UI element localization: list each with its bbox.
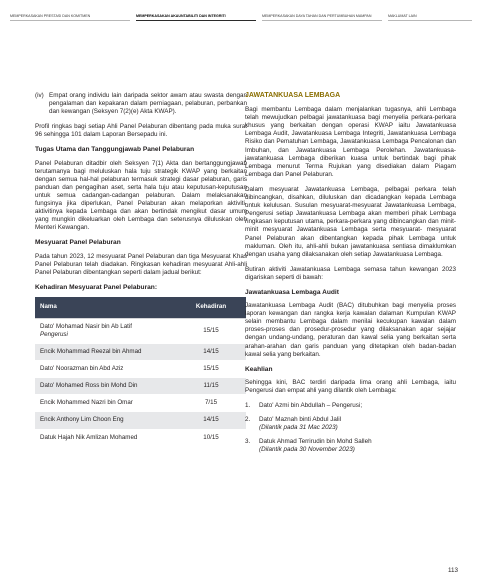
list-item-label: (iv) [35, 92, 44, 99]
table-row [35, 429, 246, 446]
committee-section-heading: JAWATANKUASA LEMBAGA [245, 92, 341, 99]
member-text: Dato' Maznah binti Abdul Jalil [259, 416, 342, 424]
column-header-attendance: Kehadiran [176, 297, 246, 319]
list-item-text: Empat orang individu lain daripada sektor awam atau swasta dengan pengalaman dan kepakaran dalam perniagaan, pelaburan, perbankan dan kewangan (Seksyen 7(2)(e) Akta KWAP). [49, 92, 247, 116]
page-number: 113 [447, 567, 458, 574]
membership-paragraph: Sehingga kini, BAC terdiri daripada lima orang ahli Lembaga, iaitu Pengerusi dan empat ahli yang dilantik oleh Lembaga: [245, 378, 456, 394]
member-name-cell: Encik Mohammed Nazri bin Omar [35, 395, 176, 412]
committee-paragraph-2: Dalam mesyuarat Jawatankuasa Lembaga, pelbagai perkara telah dibincangkan, disahkan, diluluskan dan dicadangkan kepada Lembaga untuk kelulusan. Susulan mesyuarat-mesyuarat Jawatankuasa Lembaga, Pengerusi setiap Jawatankuasa Lembaga akan memberi pihak Lembaga ringkasan keputusan utama, perkara-perkara yang dibincangkan dan minit-minit mesyuarat Jawatankuasa Lembaga serta mesyuarat- mesyuarat Panel Pelaburan akan dibentangkan kepada pihak Lembaga untuk makluman. Oleh itu, ahli-ahli bukan jawatankuasa sentiasa dimaklumkan dengan usaha yang dilaksanakan oleh setiap Jawatankuasa Lembaga. [245, 185, 456, 258]
table-row [35, 318, 246, 343]
audit-heading: Jawatankuasa Lembaga Audit [245, 288, 339, 296]
table-row [35, 361, 246, 378]
audit-paragraph: Jawatankuasa Lembaga Audit (BAC) ditubuhkan bagi menyelia proses laporan kewangan dan rangka kerja kawalan dalaman Kumpulan KWAP selain membantu Lembaga dalam menilai kecukupan kawalan dalam proses-proses dan prosedur-prosedur yang dilaksanakan agar sejajar dengan undang-undang, peraturan dan kawal selia yang berkaitan serta arahan-arahan dan garis panduan yang ditetapkan oleh badan-badan kawal selia yang berkaitan. [245, 302, 456, 358]
attendance-table [35, 297, 246, 447]
member-name-cell [35, 318, 176, 343]
profile-paragraph: Profil ringkas bagi setiap Ahli Panel Pelaburan dibentang pada muka surat 96 sehingga 101 dalam Laporan Bersepadu ini. [35, 123, 247, 139]
appointment-note: (Dilantik pada 30 November 2023) [259, 446, 355, 454]
list-item-number: 1. [245, 402, 251, 409]
column-header-name: Nama [35, 297, 176, 319]
list-item-number: 2. [245, 416, 251, 424]
left-column [35, 92, 247, 447]
table-header-row [35, 297, 246, 319]
list-item-text [259, 416, 341, 432]
attendance-cell: 14/15 [176, 344, 246, 361]
member-name-cell: Datuk Hajah Nik Amlizan Mohamed [35, 429, 176, 446]
committee-paragraph-3: Butiran aktiviti Jawatankuasa Lembaga semasa tahun kewangan 2023 digariskan seperti di bawah: [245, 265, 456, 281]
meetings-heading: Mesyuarat Panel Pelaburan [35, 239, 121, 247]
list-item [245, 416, 456, 432]
appointment-note: (Dilantik pada 31 Mac 2023) [259, 424, 338, 432]
table-row [35, 344, 246, 361]
member-text: Dato' Azmi bin Abdullah – Pengerusi; [259, 402, 363, 409]
attendance-cell: 15/15 [176, 318, 246, 343]
committee-paragraph-1: Bagi membantu Lembaga dalam menjalankan tugasnya, ahli Lembaga telah mewujudkan pelbagai jawatankuasa bagi menyelia perkara-perkara khusus yang berkaitan dengan operasi KWAP iaitu Jawatankuasa Lembaga Audit, Jawatankuasa Lembaga Integriti, Jawatankuasa Lembaga Risiko dan Pematuhan Lembaga, Jawatankuasa Lembaga Pencalonan dan Imbuhan, dan Jawatankuasa Lembaga Perolehan. Jawatankuasa-jawatankuasa Lembaga diberikan kuasa untuk bertindak bagi pihak Lembaga menurut Terma Rujukan yang disediakan dalam Piagam Lembaga dan Panel Pelaburan. [245, 106, 456, 178]
attendance-cell: 11/15 [176, 378, 246, 395]
member-name-cell: Dato' Noorazman bin Abd Aziz [35, 361, 176, 378]
member-role: Pengerusi [40, 330, 68, 338]
duties-heading: Tugas Utama dan Tanggungjawab Panel Pelaburan [35, 146, 195, 154]
attendance-cell: 10/15 [176, 429, 246, 446]
list-item-text [259, 402, 362, 410]
table-row [35, 378, 246, 395]
member-name-cell: Encik Anthony Lim Choon Eng [35, 412, 176, 429]
member-name-cell: Encik Mohammad Reezal bin Ahmad [35, 344, 176, 361]
attendance-cell: 15/15 [176, 361, 246, 378]
attendance-cell: 14/15 [176, 412, 246, 429]
meetings-paragraph: Pada tahun 2023, 12 mesyuarat Panel Pelaburan dan tiga Mesyuarat Khas Panel Pelaburan telah diadakan. Ringkasan kehadiran mesyuarat Ahli-ahli Panel Pelaburan dibentangkan seperti dalam jadual berikut: [35, 252, 247, 276]
attendance-heading: Kehadiran Mesyuarat Panel Pelaburan: [35, 283, 158, 291]
list-item [245, 402, 456, 410]
top-navigation [10, 14, 472, 21]
member-text: Datuk Ahmad Terrirudin bin Mohd Salleh [259, 438, 372, 446]
table-row [35, 412, 246, 429]
membership-heading: Keahlian [245, 365, 273, 373]
list-item-text [259, 438, 372, 454]
table-row [35, 395, 246, 412]
member-name: Dato' Mohamad Nasir bin Ab Latif [40, 322, 132, 330]
nav-tab-resilience[interactable]: MEMPERKASAKAN DAYA TAHAN DAN PERTUMBUHAN MAMPAN [262, 14, 382, 21]
member-name-cell: Dato' Mohamed Ross bin Mohd Din [35, 378, 176, 395]
list-item-iv [35, 92, 247, 116]
nav-tab-other-info[interactable]: MAKLUMAT LAIN [388, 14, 472, 21]
right-column [245, 92, 456, 460]
list-item-number: 3. [245, 438, 251, 446]
attendance-cell: 7/15 [176, 395, 246, 412]
nav-tab-performance[interactable]: MEMPERKASAKAN PRESTASI DAN KOMITMEN [10, 14, 130, 21]
list-item [245, 438, 456, 454]
nav-tab-accountability[interactable]: MEMPERKASAKAN AKAUNTABILITI DAN INTEGRITI [136, 14, 256, 21]
duties-paragraph: Panel Pelaburan ditadbir oleh Seksyen 7(1) Akta dan bertanggungjawab terutamanya bagi meluluskan hala tuju strategik KWAP yang berkaitan dengan semua hal-hal pelaburan termasuk strategi dasar pelaburan, garis panduan dan pengagihan aset, serta hala tuju atau keputusan-keputusan untuk semua cadangan-cadangan pelaburan. Dalam melaksanakan fungsinya jika diperlukan, Panel Pelaburan akan melaporkan aktiviti-aktivitinya kepada Lembaga dan akan bertindak mengikut dasar umum yang mungkin dikeluarkan oleh Lembaga dan seterusnya diluluskan oleh Menteri Kewangan. [35, 159, 247, 232]
members-list [245, 402, 456, 454]
